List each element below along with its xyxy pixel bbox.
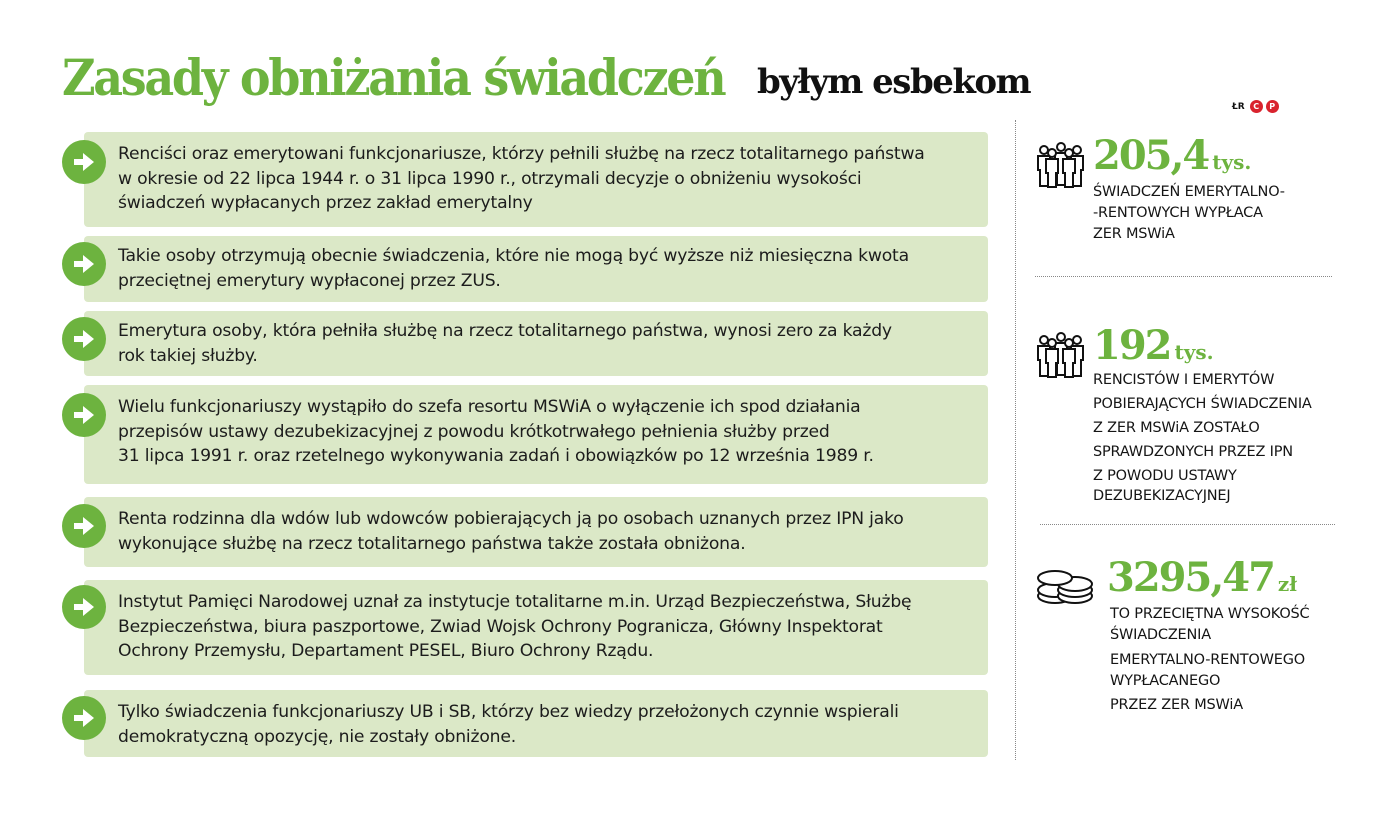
stat-separator [1040,524,1335,525]
rule-text: Instytut Pamięci Narodowej uznał za instytucje totalitarne m.in. Urząd Bezpieczeństwa, Służbę Bezpieczeństwa, biura paszportowe, Zwiad Wojsk Ochrony Pogranicza, Główny Inspektorat Ochrony Przemysłu, Departament PESEL, Biuro Ochrony Rządu. [118,592,912,661]
people-icon [1035,332,1087,382]
arrow-right-icon [62,393,106,437]
arrow-right-icon [62,140,106,184]
people-icon [1035,142,1087,192]
infographic-title [62,48,1031,107]
rule-item [62,311,988,376]
rule-text: Emerytura osoby, która pełniła służbę na rzecz totalitarnego państwa, wynosi zero za każdy rok takiej służby. [118,321,892,366]
arrow-right-icon [62,317,106,361]
rule-text: Renta rodzinna dla wdów lub wdowców pobierających ją po osobach uznanych przez IPN jako wykonujące służbę na rzecz totalitarnego państwa także została obniżona. [118,509,904,554]
credit-badge-p: P [1266,100,1279,113]
stat-description: TO PRZECIĘTNA WYSOKOŚĆ ŚWIADCZENIA EMERYTALNO-RENTOWEGO WYPŁACANEGO PRZEZ ZER MSWiA [1110,606,1310,713]
author-credit [1232,100,1279,113]
arrow-right-icon [62,504,106,548]
arrow-right-icon [62,696,106,740]
rule-text: Renciści oraz emerytowani funkcjonariusze, którzy pełnili służbę na rzecz totalitarnego państwa w okresie od 22 lipca 1944 r. o 31 lipca 1990 r., otrzymali decyzje o obniżeniu wysokości świadczeń wypłacanych przez zakład emerytalny [118,144,925,213]
stat-value: 192 tys. [1093,322,1214,369]
stat-separator [1035,276,1332,277]
rule-item [62,385,988,484]
column-divider [1015,120,1016,760]
arrow-right-icon [62,242,106,286]
rule-item [62,690,988,757]
rule-text: Wielu funkcjonariuszy wystąpiło do szefa resortu MSWiA o wyłączenie ich spod działania przepisów ustawy dezubekizacyjnej z powodu krótkotrwałego pełnienia służby przed 31 lipca 1991 r. oraz rzetelnego wykonywania zadań i obowiązków po 12 września 1989 r. [118,397,874,466]
stat-description: RENCISTÓW I EMERYTÓW POBIERAJĄCYCH ŚWIADCZENIA Z ZER MSWiA ZOSTAŁO SPRAWDZONYCH PRZEZ IPN Z POWODU USTAWY DEZUBEKIZACYJNEJ [1093,372,1312,504]
stat-value: 3295,47 zł [1107,554,1297,601]
credit-initials: ŁR [1232,101,1245,112]
title-black: byłym esbekom [757,62,1031,102]
stat-value: 205,4 tys. [1093,132,1252,179]
rule-item [62,497,988,567]
rule-text: Takie osoby otrzymują obecnie świadczenia, które nie mogą być wyższe niż miesięczna kwota przeciętnej emerytury wypłaconej przez ZUS. [118,246,909,291]
coins-icon [1035,566,1097,612]
rule-item [62,132,988,227]
rule-text: Tylko świadczenia funkcjonariuszy UB i SB, którzy bez wiedzy przełożonych czynnie wspierali demokratyczną opozycję, nie zostały obniżone. [118,702,899,747]
arrow-right-icon [62,585,106,629]
title-green: Zasady obniżania świadczeń [62,48,725,107]
rule-item [62,580,988,675]
credit-badge-c: C [1250,100,1263,113]
rule-item [62,236,988,302]
stat-description: ŚWIADCZEŃ EMERYTALNO- -RENTOWYCH WYPŁACA ZER MSWiA [1093,184,1285,242]
